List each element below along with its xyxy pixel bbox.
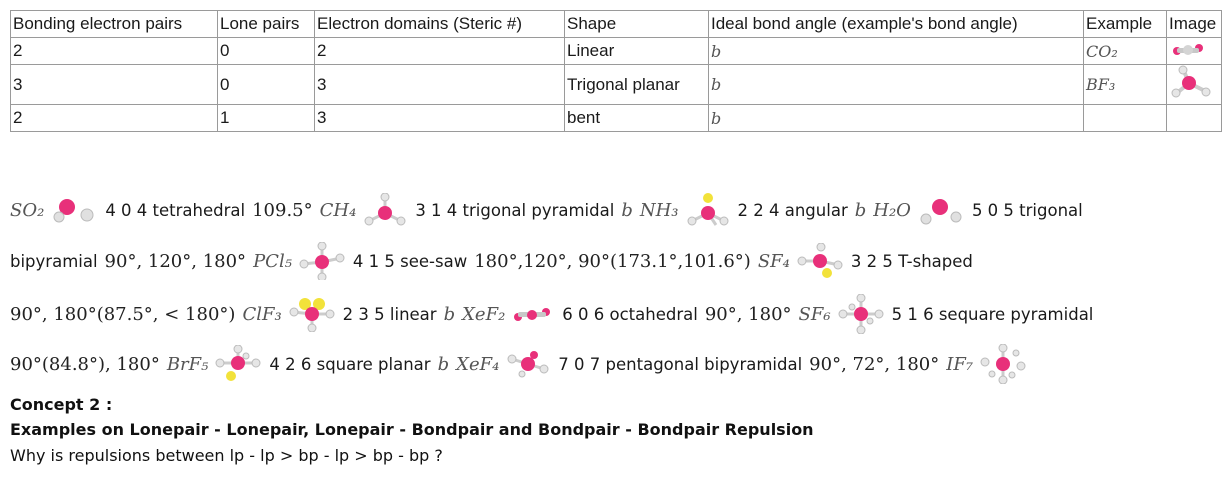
header-example: Example xyxy=(1084,11,1167,38)
header-electron-domains: Electron domains (Steric #) xyxy=(315,11,565,38)
angle-square-pyramidal: 90°(84.8°), 180° xyxy=(10,353,160,375)
cell-lp: 0 xyxy=(218,38,315,65)
xef4-molecule-image xyxy=(506,349,550,379)
cell-bp: 2 xyxy=(11,105,218,132)
text-angular-row: 2 2 4 angular xyxy=(737,200,848,220)
pcl5-molecule-image xyxy=(299,242,345,280)
text-trigonal-bipyramidal-row: 5 0 5 trigonal xyxy=(971,200,1083,220)
content-line-4 xyxy=(10,348,1222,380)
cell-image xyxy=(1167,38,1222,65)
cell-bp: 3 xyxy=(11,65,218,105)
angle-octahedral: 90°, 180° xyxy=(704,303,792,325)
cell-bp: 2 xyxy=(11,38,218,65)
table-header-row xyxy=(11,11,1222,38)
text-square-planar-row: 4 2 6 square planar xyxy=(269,354,431,374)
table-row xyxy=(11,105,1222,132)
text-square-pyramidal-row: 5 1 6 sequare pyramidal xyxy=(891,304,1094,324)
cell-example: BF₃ xyxy=(1084,65,1167,105)
angle-trigonal-bipyramidal: 90°, 120°, 180° xyxy=(104,250,247,272)
angle-placeholder: b xyxy=(621,199,633,221)
formula-if7: IF₇ xyxy=(946,353,974,375)
nh3-molecule-image xyxy=(686,193,730,227)
formula-xef2: XeF₂ xyxy=(462,303,506,325)
formula-so2: SO₂ xyxy=(10,199,45,221)
concept-title: Concept 2 : xyxy=(10,395,113,414)
brf5-molecule-image xyxy=(215,345,261,383)
header-bond-angle: Ideal bond angle (example's bond angle) xyxy=(709,11,1084,38)
cell-example: CO₂ xyxy=(1084,38,1167,65)
formula-clf3: ClF₃ xyxy=(242,303,282,325)
formula-h2o: H₂O xyxy=(873,199,911,221)
cell-angle: b xyxy=(709,65,1084,105)
formula-nh3: NH₃ xyxy=(639,199,679,221)
h2o-molecule-image xyxy=(918,195,964,225)
vsepr-table xyxy=(10,10,1222,132)
text-octahedral-row: 6 0 6 octahedral xyxy=(562,304,698,324)
concept-subtitle: Examples on Lonepair - Lonepair, Lonepair - Bondpair and Bondpair - Bondpair Repulsion xyxy=(10,420,814,439)
text-pentagonal-bipyramidal-row: 7 0 7 pentagonal bipyramidal xyxy=(558,354,803,374)
bf3-molecule-image xyxy=(1169,65,1213,99)
cell-shape: bent xyxy=(565,105,709,132)
angle-pentagonal-bipyramidal: 90°, 72°, 180° xyxy=(809,353,940,375)
co2-molecule-image xyxy=(1169,39,1209,59)
cell-shape: Trigonal planar xyxy=(565,65,709,105)
angle-placeholder: b xyxy=(443,303,456,325)
angle-t-shaped: 90°, 180°(87.5°, < 180°) xyxy=(10,303,236,325)
text-t-shaped-row: 3 2 5 T-shaped xyxy=(850,251,973,271)
angle-placeholder: b xyxy=(437,353,450,375)
text-tetrahedral-row: 4 0 4 tetrahedral xyxy=(105,200,246,220)
angle-see-saw: 180°,120°, 90°(173.1°,101.6°) xyxy=(474,250,751,272)
cell-lp: 0 xyxy=(218,65,315,105)
content-line-3 xyxy=(10,298,1222,330)
clf3-molecule-image xyxy=(289,296,335,332)
cell-example xyxy=(1084,105,1167,132)
cell-image xyxy=(1167,65,1222,105)
cell-steric: 3 xyxy=(315,105,565,132)
so2-molecule-image xyxy=(51,195,97,225)
ch4-molecule-image xyxy=(363,193,407,227)
text-trigonal-pyramidal-row: 3 1 4 trigonal pyramidal xyxy=(415,200,615,220)
table-row xyxy=(11,38,1222,65)
cell-angle: b xyxy=(709,105,1084,132)
text-linear-row: 2 3 5 linear xyxy=(342,304,437,324)
header-shape: Shape xyxy=(565,11,709,38)
formula-sf4: SF₄ xyxy=(757,250,790,272)
formula-sf6: SF₆ xyxy=(798,303,831,325)
angle-tetrahedral: 109.5° xyxy=(252,199,313,221)
content-line-1 xyxy=(10,195,1222,225)
cell-angle: b xyxy=(709,38,1084,65)
formula-ch4: CH₄ xyxy=(319,199,357,221)
cell-lp: 1 xyxy=(218,105,315,132)
formula-xef4: XeF₄ xyxy=(456,353,500,375)
content-line-2 xyxy=(10,246,1222,276)
text-see-saw-row: 4 1 5 see-saw xyxy=(352,251,468,271)
angle-placeholder: b xyxy=(854,199,867,221)
cell-steric: 2 xyxy=(315,38,565,65)
formula-brf5: BrF₅ xyxy=(166,353,209,375)
formula-pcl5: PCl₅ xyxy=(253,250,292,272)
sf4-molecule-image xyxy=(797,243,843,279)
concept-question: Why is repulsions between lp - lp > bp - lp > bp - bp ? xyxy=(10,446,443,465)
cell-image xyxy=(1167,105,1222,132)
sf6-molecule-image xyxy=(838,294,884,334)
cell-shape: Linear xyxy=(565,38,709,65)
header-image: Image xyxy=(1167,11,1222,38)
text-bipyramidal: bipyramial xyxy=(10,251,98,271)
header-lone-pairs: Lone pairs xyxy=(218,11,315,38)
xef2-molecule-image xyxy=(512,304,554,324)
table-row xyxy=(11,65,1222,105)
cell-steric: 3 xyxy=(315,65,565,105)
header-bonding-pairs: Bonding electron pairs xyxy=(11,11,218,38)
if7-molecule-image xyxy=(980,344,1026,384)
